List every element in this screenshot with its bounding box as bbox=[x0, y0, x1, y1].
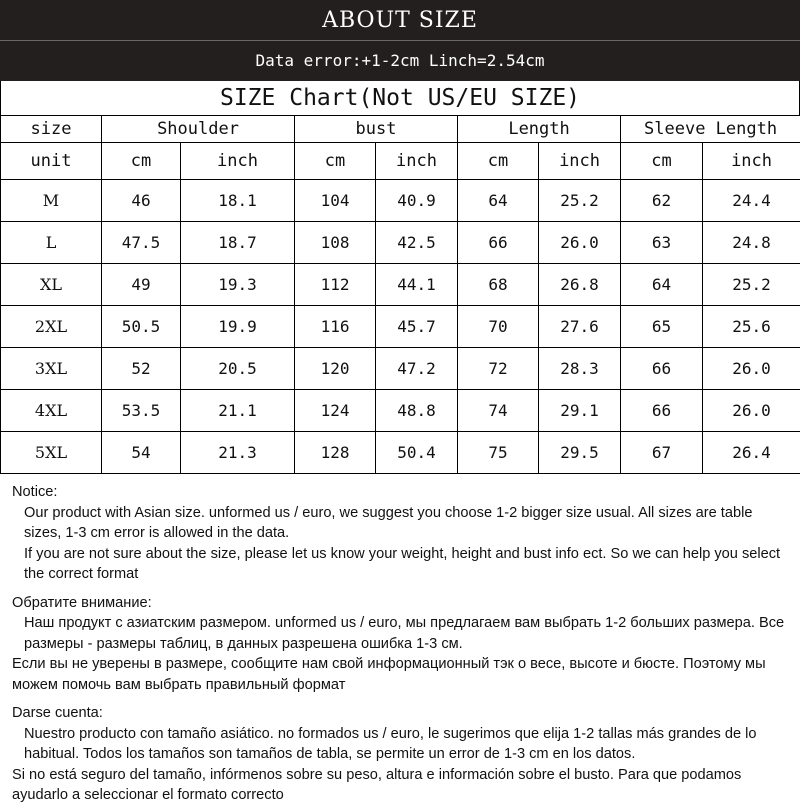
table-cell: 25.6 bbox=[703, 306, 800, 348]
table-cell: 29.1 bbox=[539, 390, 621, 432]
size-chart-title: SIZE Chart(Not US/EU SIZE) bbox=[0, 81, 800, 115]
size-cell: M bbox=[1, 180, 102, 222]
unit-row bbox=[1, 143, 800, 180]
table-cell: 128 bbox=[295, 432, 376, 474]
table-cell: 47.5 bbox=[102, 222, 181, 264]
notice-paragraph: Наш продукт с азиатским размером. unformed us / euro, мы предлагаем вам выбрать 1-2 больших размера. Все размеры - размеры таблиц, в данных разрешена ошибка 1-3 см. bbox=[12, 613, 792, 654]
notice-paragraph: Our product with Asian size. unformed us / euro, we suggest you choose 1-2 bigger size usual. All sizes are table sizes, 1-3 cm error is allowed in the data. bbox=[12, 503, 792, 544]
unit-cell: cm bbox=[621, 143, 703, 180]
unit-label: unit bbox=[1, 143, 102, 180]
table-row bbox=[1, 348, 800, 390]
header-divider bbox=[0, 40, 800, 41]
table-cell: 63 bbox=[621, 222, 703, 264]
table-cell: 67 bbox=[621, 432, 703, 474]
header-title: ABOUT SIZE bbox=[0, 3, 800, 39]
notice-paragraph: Si no está seguro del tamaño, infórmenos sobre su peso, altura e información sobre el busto. Para que podamos ayudarlo a seleccionar el formato correcto bbox=[12, 765, 792, 806]
unit-cell: inch bbox=[539, 143, 621, 180]
table-cell: 52 bbox=[102, 348, 181, 390]
header-subtitle: Data error:+1-2cm Linch=2.54cm bbox=[0, 44, 800, 78]
table-cell: 42.5 bbox=[376, 222, 458, 264]
table-cell: 26.4 bbox=[703, 432, 800, 474]
table-cell: 72 bbox=[458, 348, 539, 390]
notice-paragraph: Nuestro producto con tamaño asiático. no formados us / euro, le sugerimos que elija 1-2 tallas más grandes de lo habitual. Todos los tamaños son tamaños de tabla, se permite un error de 1-3 cm en los datos. bbox=[12, 724, 792, 765]
spacer bbox=[12, 695, 792, 703]
table-row bbox=[1, 222, 800, 264]
table-cell: 40.9 bbox=[376, 180, 458, 222]
table-cell: 26.0 bbox=[703, 348, 800, 390]
table-cell: 25.2 bbox=[703, 264, 800, 306]
about-size-header bbox=[0, 0, 800, 81]
unit-cell: inch bbox=[376, 143, 458, 180]
table-header-row bbox=[1, 116, 800, 143]
shoulder-header: Shoulder bbox=[102, 116, 295, 143]
notice-heading-en: Notice: bbox=[12, 482, 792, 503]
table-cell: 108 bbox=[295, 222, 376, 264]
table-cell: 19.9 bbox=[181, 306, 295, 348]
table-cell: 53.5 bbox=[102, 390, 181, 432]
table-cell: 64 bbox=[458, 180, 539, 222]
table-cell: 74 bbox=[458, 390, 539, 432]
notice-paragraph: Если вы не уверены в размере, сообщите нам свой информационный тэк о весе, высоте и бюсте. Поэтому мы можем помочь вам выбрать правильный формат bbox=[12, 654, 792, 695]
table-cell: 26.0 bbox=[703, 390, 800, 432]
table-row bbox=[1, 432, 800, 474]
table-row bbox=[1, 306, 800, 348]
table-cell: 120 bbox=[295, 348, 376, 390]
unit-cell: inch bbox=[181, 143, 295, 180]
table-cell: 66 bbox=[621, 348, 703, 390]
table-cell: 21.3 bbox=[181, 432, 295, 474]
size-table bbox=[0, 115, 800, 474]
sleeve-length-header: Sleeve Length bbox=[621, 116, 800, 143]
table-cell: 45.7 bbox=[376, 306, 458, 348]
table-cell: 20.5 bbox=[181, 348, 295, 390]
size-cell: L bbox=[1, 222, 102, 264]
table-cell: 44.1 bbox=[376, 264, 458, 306]
table-row bbox=[1, 180, 800, 222]
unit-cell: cm bbox=[102, 143, 181, 180]
unit-cell: cm bbox=[295, 143, 376, 180]
table-cell: 66 bbox=[458, 222, 539, 264]
table-cell: 116 bbox=[295, 306, 376, 348]
table-cell: 26.8 bbox=[539, 264, 621, 306]
notice-paragraph: If you are not sure about the size, please let us know your weight, height and bust info ect. So we can help you select the correct format bbox=[12, 544, 792, 585]
table-cell: 24.8 bbox=[703, 222, 800, 264]
unit-cell: inch bbox=[703, 143, 800, 180]
table-cell: 19.3 bbox=[181, 264, 295, 306]
table-cell: 27.6 bbox=[539, 306, 621, 348]
table-cell: 48.8 bbox=[376, 390, 458, 432]
table-cell: 66 bbox=[621, 390, 703, 432]
size-cell: 4XL bbox=[1, 390, 102, 432]
table-cell: 18.1 bbox=[181, 180, 295, 222]
table-row bbox=[1, 264, 800, 306]
table-cell: 64 bbox=[621, 264, 703, 306]
table-cell: 29.5 bbox=[539, 432, 621, 474]
table-cell: 68 bbox=[458, 264, 539, 306]
table-cell: 75 bbox=[458, 432, 539, 474]
table-cell: 24.4 bbox=[703, 180, 800, 222]
table-cell: 54 bbox=[102, 432, 181, 474]
table-cell: 50.4 bbox=[376, 432, 458, 474]
table-cell: 65 bbox=[621, 306, 703, 348]
table-cell: 49 bbox=[102, 264, 181, 306]
bust-header: bust bbox=[295, 116, 458, 143]
table-cell: 112 bbox=[295, 264, 376, 306]
size-column-header: size bbox=[1, 116, 102, 143]
table-cell: 46 bbox=[102, 180, 181, 222]
table-cell: 50.5 bbox=[102, 306, 181, 348]
unit-cell: cm bbox=[458, 143, 539, 180]
table-cell: 21.1 bbox=[181, 390, 295, 432]
table-cell: 47.2 bbox=[376, 348, 458, 390]
size-cell: 5XL bbox=[1, 432, 102, 474]
table-cell: 18.7 bbox=[181, 222, 295, 264]
notice-heading-ru: Обратите внимание: bbox=[12, 593, 792, 614]
table-cell: 62 bbox=[621, 180, 703, 222]
size-cell: 3XL bbox=[1, 348, 102, 390]
size-cell: XL bbox=[1, 264, 102, 306]
table-cell: 26.0 bbox=[539, 222, 621, 264]
table-cell: 70 bbox=[458, 306, 539, 348]
table-cell: 104 bbox=[295, 180, 376, 222]
notes-section bbox=[12, 482, 792, 806]
table-cell: 124 bbox=[295, 390, 376, 432]
table-cell: 28.3 bbox=[539, 348, 621, 390]
table-cell: 25.2 bbox=[539, 180, 621, 222]
spacer bbox=[12, 585, 792, 593]
notice-heading-es: Darse cuenta: bbox=[12, 703, 792, 724]
table-row bbox=[1, 390, 800, 432]
size-cell: 2XL bbox=[1, 306, 102, 348]
length-header: Length bbox=[458, 116, 621, 143]
